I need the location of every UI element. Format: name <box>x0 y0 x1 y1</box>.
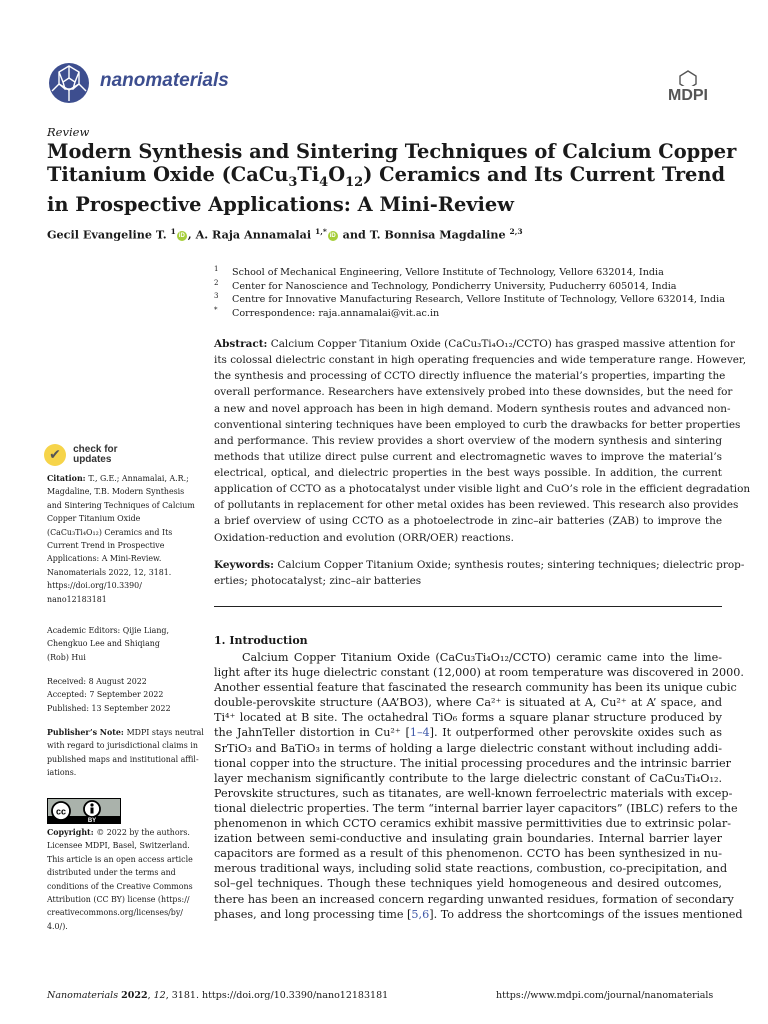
author-name[interactable]: T. Bonnisa Magdaline <box>369 227 510 242</box>
abstract-line: methods that utilize direct pulse current and electromagnetic waves to improve the material’s <box>214 450 722 463</box>
sidebar-line: Chengkuo Lee and Shiqiang <box>47 639 160 649</box>
sidebar-line: Attribution (CC BY) license (https:// <box>47 895 190 905</box>
sidebar-line: Applications: A Mini-Review. <box>47 554 162 564</box>
abstract-line: the synthesis and processing of CCTO directly influence the material’s properties, imparting the <box>214 370 726 383</box>
mdpi-hexagon-icon <box>656 70 720 104</box>
author-list: Gecil Evangeline T. $^1$ iD , A. Raja Annamalai $^{1,*}$ iD and T. Bonnisa Magdaline $^{2,3}$ <box>47 227 523 242</box>
body-line: light after its huge dielectric constant (12,000) at room temperature was discovered in 2000. <box>214 666 744 680</box>
keywords-line: erties; photocatalyst; zinc–air batteries <box>214 575 422 588</box>
nanomaterials-logo-icon <box>45 58 93 108</box>
sidebar-line: published maps and institutional affil- <box>47 754 199 764</box>
body-line: capacitors are formed as a result of this phenomenon. CCTO has been synthesized in nu- <box>214 847 722 861</box>
abstract-line: a new and novel approach has been in high demand. Modern synthesis routes and advanced non- <box>214 402 731 415</box>
sidebar-line: Licensee MDPI, Basel, Switzerland. <box>47 841 190 851</box>
academic-editors <box>47 624 202 664</box>
sidebar-line: Nanomaterials 2022, 12, 3181. <box>47 567 172 577</box>
body-line: double-perovskite structure (AA’BO3), where Ca²⁺ is situated at A, Cu²⁺ at A’ space, and <box>214 696 722 710</box>
body-line: phenomenon in which CCTO ceramics exhibit massive permittivities due to extrinsic polar- <box>214 817 731 831</box>
sidebar-line: (CaCu₃Ti₄O₁₂) Ceramics and Its <box>47 527 173 537</box>
orcid-icon[interactable]: iD <box>178 232 185 239</box>
svg-text:MDPI: MDPI <box>668 87 708 104</box>
sidebar-line: Publisher’s Note: MDPI stays neutral <box>47 728 204 737</box>
orcid-icon[interactable]: iD <box>329 232 336 239</box>
body-line: the JahnTeller distortion in Cu²⁺ [1–4]. It outperformed other perovskite oxides such as <box>214 726 722 740</box>
journal-name[interactable]: nanomaterials <box>100 70 229 91</box>
citation-link[interactable]: 1–4 <box>409 726 430 740</box>
sidebar-line: distributed under the terms and <box>47 868 176 878</box>
sidebar-line: Citation: T., G.E.; Annamalai, A.R.; <box>47 474 189 483</box>
body-line: tional copper into the structure. The initial processing procedures and the intrinsic barrier <box>214 756 732 770</box>
sidebar-line: conditions of the Creative Commons <box>47 881 193 891</box>
abstract <box>214 336 751 546</box>
body-line: phases, and long processing time [5,6]. To address the shortcomings of the issues mentioned <box>214 907 743 921</box>
keywords-label: Keywords: <box>214 559 275 571</box>
sidebar-line: Current Trend in Prospective <box>47 541 165 551</box>
check-for-updates-button[interactable]: ✔ check for updates <box>44 444 118 466</box>
divider <box>214 606 722 607</box>
keywords <box>214 557 745 589</box>
citation <box>47 472 202 606</box>
sidebar-line: iations. <box>47 768 77 778</box>
sidebar-line: (Rob) Hui <box>47 652 86 662</box>
abstract-line: its colossal dielectric constant in high operating frequencies and wide temperature range. However, <box>214 354 747 367</box>
abstract-label: Abstract: <box>214 338 268 350</box>
sidebar-line: https://doi.org/10.3390/ <box>47 581 142 591</box>
sidebar-line: nano12183181 <box>47 594 107 604</box>
title-line: in Prospective Applications: A Mini-Review <box>47 192 514 216</box>
affiliation-item: 1 School of Mechanical Engineering, Vellore Institute of Technology, Vellore 632014, India <box>214 265 664 278</box>
introduction-text <box>214 650 744 922</box>
sidebar-line: Copyright: © 2022 by the authors. <box>47 828 190 837</box>
footer-citation: Nanomaterials 2022, 12, 3181. https://doi.org/10.3390/nano12183181 <box>47 990 389 1001</box>
title-line: Modern Synthesis and Sintering Techniques of Calcium Copper <box>47 140 737 163</box>
keywords-line: Keywords: Calcium Copper Titanium Oxide; synthesis routes; sintering techniques; dielectric prop- <box>214 559 745 571</box>
abstract-line: Oxidation-reduction and evolution (ORR/OER) reactions. <box>214 531 514 544</box>
body-line: merous traditional ways, including solid state reactions, combustion, co-precipitation, and <box>214 862 728 876</box>
body-line: tional dielectric properties. The term “internal barrier layer capacitors” (IBLC) refers to the <box>214 801 738 815</box>
affiliation-item: * Correspondence: raja.annamalai@vit.ac.in <box>214 305 440 319</box>
abstract-line: conventional sintering techniques have been employed to curb the drawbacks for better properties <box>214 418 741 431</box>
sidebar-line: creativecommons.org/licenses/by/ <box>47 908 183 918</box>
copyright <box>47 826 202 933</box>
citation-link[interactable]: 5,6 <box>411 907 430 921</box>
sidebar-line: Accepted: 7 September 2022 <box>47 690 164 700</box>
sidebar-line: Published: 13 September 2022 <box>47 703 171 713</box>
affiliations <box>214 266 725 320</box>
author-name[interactable]: Gecil Evangeline T. <box>47 227 171 242</box>
sidebar-line: Received: 8 August 2022 <box>47 677 147 686</box>
sidebar-line: This article is an open access article <box>47 854 193 864</box>
sidebar-line: and Sintering Techniques of Calcium <box>47 500 195 510</box>
body-line: SrTiO₃ and BaTiO₃ in terms of holding a large dielectric constant without including addi- <box>214 741 722 755</box>
article-type: Review <box>47 125 90 139</box>
abstract-line: application of CCTO as a photocatalyst under visible light and CuO’s role in the efficient degradation <box>214 483 751 496</box>
body-line: Calcium Copper Titanium Oxide (CaCu₃Ti₄O₁₂/CCTO) ceramic came into the lime- <box>242 651 722 664</box>
author-affiliation-mark: 1,* <box>314 227 327 236</box>
sidebar-line: Academic Editors: Qijie Liang, <box>47 626 169 635</box>
section-heading: 1. Introduction <box>214 634 308 647</box>
author-name[interactable]: A. Raja Annamalai <box>195 227 315 242</box>
affiliation-item: 3 Centre for Innovative Manufacturing Research, Vellore Institute of Technology, Vellore 632014, India <box>214 292 725 306</box>
body-line: layer mechanism significantly contribute to the large dielectric constant of CaCu₃Ti₄O₁₂. <box>214 771 722 785</box>
article-title <box>47 140 737 216</box>
publisher-note <box>47 726 202 780</box>
abstract-line: of pollutants in replacement for other metal oxides has been reviewed. This research also provides <box>214 499 739 512</box>
abstract-line: electrical, optical, and dielectric properties in the best ways possible. In addition, the current <box>214 467 722 479</box>
body-line: sol–gel techniques. Though these techniques yield homogeneous and desired outcomes, <box>214 877 722 891</box>
sidebar-line: with regard to jurisdictional claims in <box>47 741 198 751</box>
abstract-line: and performance. This review provides a short overview of the modern synthesis and sintering <box>214 434 722 447</box>
author-affiliation-mark: 2,3 <box>509 227 523 236</box>
svg-text:BY: BY <box>87 818 97 823</box>
cc-by-license-badge[interactable] <box>47 798 121 824</box>
abstract-line: overall performance. Researchers have extensively probed into these downsides, but the need for <box>214 386 733 399</box>
cc-by-icon <box>48 799 120 823</box>
affiliation-item: 2 Center for Nanoscience and Technology, Pondicherry University, Puducherry 605014, India <box>214 278 677 292</box>
body-line: there has been an increased concern regarding unwanted residues, formation of secondary <box>214 892 734 906</box>
check-update-icon: ✔ <box>44 444 66 466</box>
title-line: Titanium Oxide $(CaCu_3Ti_4O_{12})$ Ceramics and Its Current Trend <box>47 162 726 190</box>
body-line: Ti⁴⁺ located at B site. The octahedral TiO₆ forms a square planar structure produced by <box>214 711 722 725</box>
body-line: ization between semi-conductive and insulating grain boundaries. Internal barrier layer <box>214 832 722 846</box>
sidebar-line: Copper Titanium Oxide <box>47 514 141 524</box>
footer-journal-url[interactable]: https://www.mdpi.com/journal/nanomaterials <box>496 990 714 1001</box>
author-affiliation-mark: 1 <box>170 227 176 236</box>
svg-text:cc: cc <box>55 806 67 817</box>
sidebar-line: 4.0/). <box>47 921 68 931</box>
body-line: Perovskite structures, such as titanates, are well-known ferroelectric materials with excep- <box>214 786 733 800</box>
mdpi-logo[interactable] <box>656 70 720 104</box>
abstract-line: Abstract: Calcium Copper Titanium Oxide (CaCu₃Ti₄O₁₂/CCTO) has grasped massive attention for <box>214 338 735 350</box>
body-line: Another essential feature that fascinated the research community has been its unique cubic <box>214 681 737 695</box>
sidebar-line: Magdaline, T.B. Modern Synthesis <box>47 487 185 497</box>
abstract-line: a brief overview of using CCTO as a photoelectrode in zinc–air batteries (ZAB) to improve the <box>214 515 722 528</box>
publication-dates <box>47 675 202 715</box>
